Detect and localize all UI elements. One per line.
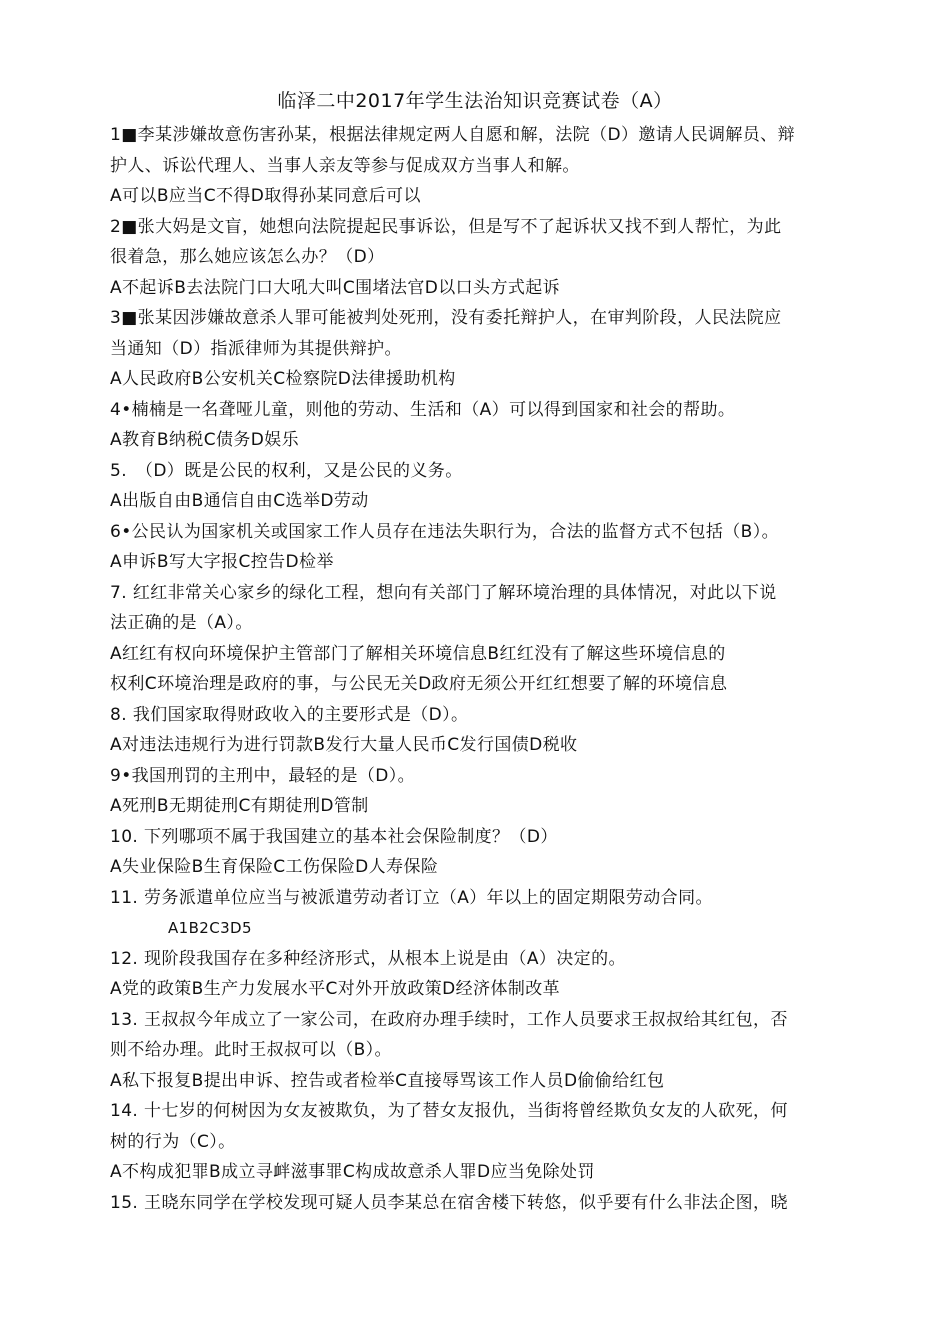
text-line: 13. 王叔叔今年成立了一家公司，在政府办理手续时，工作人员要求王叔叔给其红包，否 <box>110 1009 788 1030</box>
text-line: 6•公民认为国家机关或国家工作人员存在违法失职行为，合法的监督方式不包括（B）。 <box>110 521 780 542</box>
answer-options: A对违法违规行为进行罚款B发行大量人民币C发行国债D税收 <box>110 735 578 755</box>
answer-options: A私下报复B提出申诉、控告或者检举C直接辱骂该工作人员D偷偷给红包 <box>110 1070 665 1091</box>
answer-options: A申诉B写大字报C控告D检举 <box>110 552 334 572</box>
text-line: 1■李某涉嫌故意伤害孙某，根据法律规定两人自愿和解，法院（D）邀请人民调解员、辩 <box>110 125 795 145</box>
answer-options: A失业保险B生育保险C工伤保险D人寿保险 <box>110 857 439 877</box>
text-line: 当通知（D）指派律师为其提供辩护。 <box>110 338 402 359</box>
answer-options: A出版自由B通信自由C选举D劳动 <box>110 491 369 511</box>
answer-options: A党的政策B生产力发展水平C对外开放政策D经济体制改革 <box>110 979 561 999</box>
text-line: 7. 红红非常关心家乡的绿化工程，想向有关部门了解环境治理的具体情况，对此以下说 <box>110 582 777 603</box>
text-line: 3■张某因涉嫌故意杀人罪可能被判处死刑，没有委托辩护人，在审判阶段，人民法院应 <box>110 308 782 328</box>
text-line: 护人、诉讼代理人、当事人亲友等参与促成双方当事人和解。 <box>110 155 580 176</box>
text-line: 11. 劳务派遣单位应当与被派遣劳动者订立（A）年以上的固定期限劳动合同。 <box>110 887 713 908</box>
answer-options: A不起诉B去法院门口大吼大叫C围堵法官D以口头方式起诉 <box>110 277 561 298</box>
text-line: 4•楠楠是一名聋哑儿童，则他的劳动、生活和（A）可以得到国家和社会的帮助。 <box>110 399 736 420</box>
text-line: 12. 现阶段我国存在多种经济形式，从根本上说是由（A）决定的。 <box>110 948 626 969</box>
answer-options: A不构成犯罪B成立寻衅滋事罪C构成故意杀人罪D应当免除处罚 <box>110 1162 595 1182</box>
answer-options: A死刑B无期徒刑C有期徒刑D管制 <box>110 796 369 816</box>
text-line: 9•我国刑罚的主刑中，最轻的是（D）。 <box>110 765 416 786</box>
text-line: 很着急，那么她应该怎么办？（D） <box>110 247 385 267</box>
text-line: 则不给办理。此时王叔叔可以（B）。 <box>110 1040 392 1060</box>
text-line: 10. 下列哪项不属于我国建立的基本社会保险制度？（D） <box>110 826 558 847</box>
text-line: 法正确的是（A）。 <box>110 613 253 633</box>
answer-options: A教育B纳税C债务D娱乐 <box>110 430 300 450</box>
document-body <box>110 120 870 1218</box>
text-line: 2■张大妈是文盲，她想向法院提起民事诉讼，但是写不了起诉状又找不到人帮忙，为此 <box>110 216 782 237</box>
answer-options: A1B2C3D5 <box>168 919 252 937</box>
answer-options: 权利C环境治理是政府的事，与公民无关D政府无须公开红红想要了解的环境信息 <box>110 674 728 694</box>
document-title: 临泽二中2017年学生法治知识竞赛试卷（A） <box>277 90 673 112</box>
text-line: 14. 十七岁的何树因为女友被欺负，为了替女友报仇，当街将曾经欺负女友的人砍死，何 <box>110 1101 788 1121</box>
text-line: 树的行为（C）。 <box>110 1131 236 1152</box>
text-line: 5. （D）既是公民的权利，又是公民的义务。 <box>110 460 463 481</box>
answer-options: A可以B应当C不得D取得孙某同意后可以 <box>110 186 421 206</box>
answer-options: A红红有权向环境保护主管部门了解相关环境信息B红红没有了解这些环境信息的 <box>110 643 726 664</box>
text-line: 15. 王晓东同学在学校发现可疑人员李某总在宿舍楼下转悠，似乎要有什么非法企图，晓 <box>110 1192 788 1213</box>
text-line: 8. 我们国家取得财政收入的主要形式是（D）。 <box>110 704 469 725</box>
answer-options: A人民政府B公安机关C检察院D法律援助机构 <box>110 369 456 389</box>
